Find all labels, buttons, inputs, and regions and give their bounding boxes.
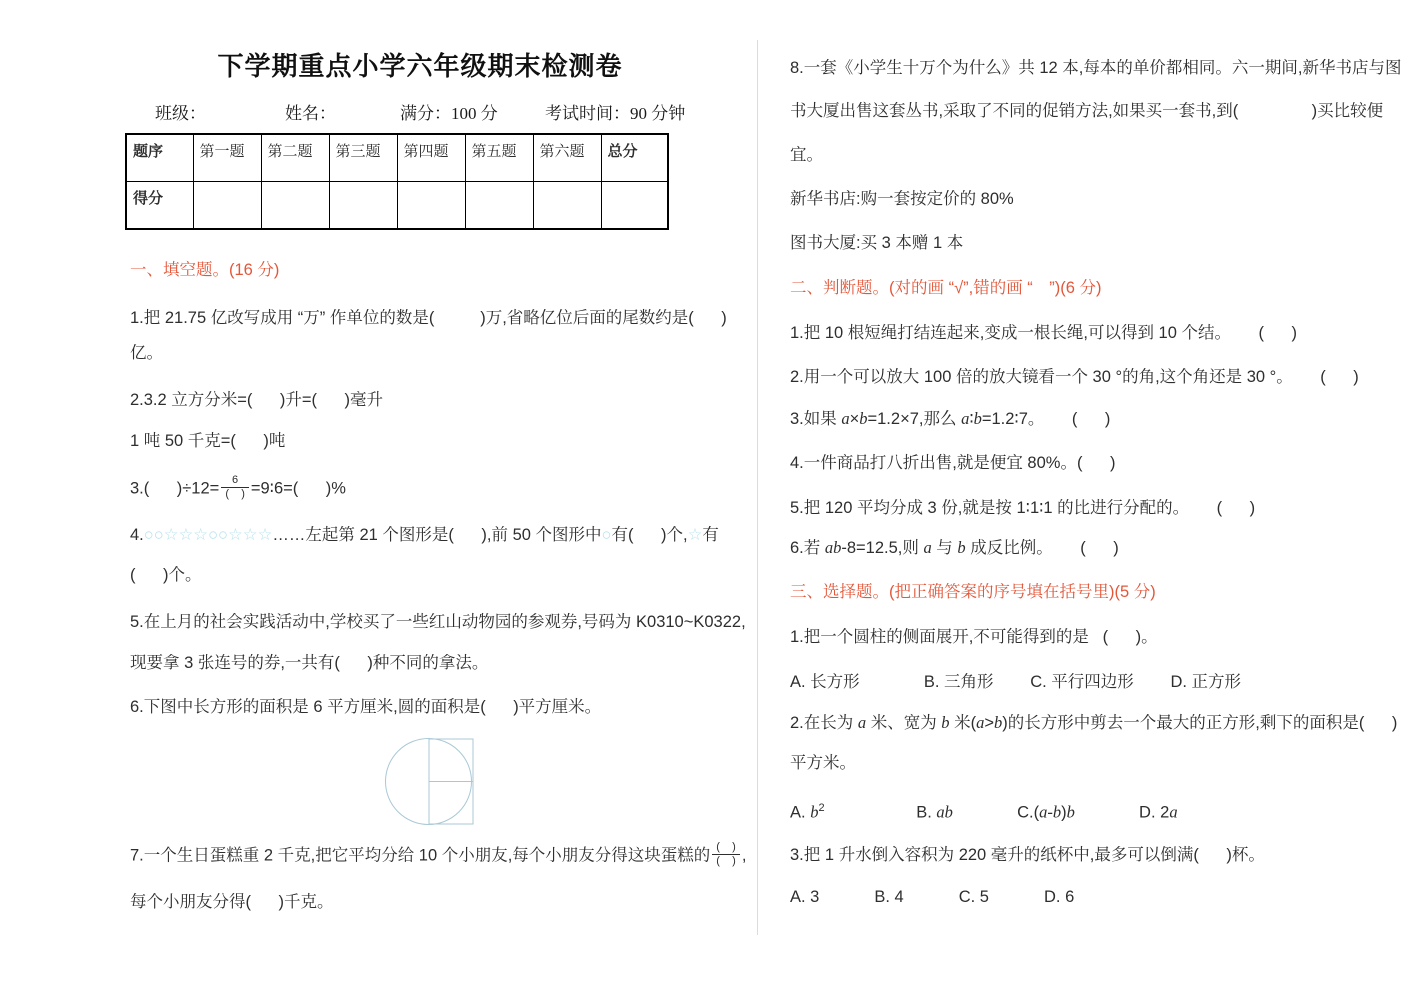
score-table-header-cell: 第一题: [193, 134, 261, 181]
fill-q3-line: [130, 476, 346, 502]
fill-q1-line1: 1.把 21.75 亿改写成用 “万” 作单位的数是( )万,省略亿位后面的尾数约是( ): [130, 309, 727, 327]
fill-q4-line2: ( )个。: [130, 566, 202, 584]
class-label: 班级：: [155, 104, 206, 123]
page-title: 下学期重点小学六年级期末检测卷: [217, 52, 623, 81]
fraction-denominator: ( ): [716, 854, 736, 867]
fill-q8-line1: 8.一套《小学生十万个为什么》共 12 本,每本的单价都相同。六一期间,新华书店与图: [790, 59, 1402, 77]
score-row-label: 得分: [126, 181, 193, 229]
section1-heading: 一、填空题。(16 分): [130, 261, 280, 279]
score-table-header-cell: 第六题: [533, 134, 601, 181]
fill-q7-pre: 7.一个生日蛋糕重 2 千克,把它平均分给 10 个小朋友,每个小朋友分得这块蛋糕的: [130, 846, 711, 865]
choice-q2-options: A. $b^2$ B. ab C.(a-b)b D. 2a: [790, 802, 1178, 822]
fill-q3-post: =9∶6=( )%: [250, 479, 346, 498]
choice-q3-options: A. 3 B. 4 C. 5 D. 6: [790, 888, 1075, 906]
judge-q3: 3.如果 a×b=1.2×7,那么 a∶b=1.2∶7。 ( ): [790, 409, 1111, 428]
section3-heading: 三、选择题。(把正确答案的序号填在括号里)(5 分): [790, 583, 1156, 601]
fraction-numerator: ( ): [712, 841, 740, 855]
right-column: [790, 0, 1400, 982]
fill-q7-line2: 每个小朋友分得( )千克。: [130, 893, 334, 911]
fraction: [221, 474, 249, 500]
fraction-denominator: ( ): [225, 487, 245, 500]
fill-q2-line1: 2.3.2 立方分米=( )升=( )毫升: [130, 391, 384, 409]
score-table-header-cell: 第三题: [329, 134, 397, 181]
judge-q5: 5.把 120 平均分成 3 份,就是按 1∶1∶1 的比进行分配的。 ( ): [790, 499, 1256, 517]
score-table-header-cell: 第二题: [261, 134, 329, 181]
exam-time-label: 考试时间：90 分钟: [545, 104, 686, 123]
judge-q2: 2.用一个可以放大 100 倍的放大镜看一个 30 °的角,这个角还是 30 °。 ( ): [790, 368, 1359, 386]
fill-q3-pre: 3.( )÷12=: [130, 479, 220, 498]
fill-q5-line2: 现要拿 3 张连号的券,一共有( )种不同的拿法。: [130, 654, 489, 672]
choice-q2-line1: 2.在长为 a 米、宽为 b 米(a>b)的长方形中剪去一个最大的正方形,剩下的面积是( ): [790, 713, 1398, 732]
fill-q8-line2: 书大厦出售这套丛书,采取了不同的促销方法,如果买一套书,到( )买比较便: [790, 102, 1384, 120]
left-column: [130, 0, 745, 982]
fill-q8-line5: 图书大厦:买 3 本赠 1 本: [790, 234, 964, 252]
fill-q7-line1: [130, 843, 746, 869]
fill-q6-line: 6.下图中长方形的面积是 6 平方厘米,圆的面积是( )平方厘米。: [130, 698, 602, 716]
fill-q1-line2: 亿。: [130, 344, 163, 362]
score-table-header-cell: 总分: [601, 134, 668, 181]
section2-heading: 二、判断题。(对的画 “√”,错的画 “ ”)(6 分): [790, 279, 1102, 297]
full-score-label: 满分：100 分: [400, 104, 498, 123]
fill-q7-post: ,: [741, 846, 747, 865]
score-table-header-cell: 第四题: [397, 134, 465, 181]
column-divider: [757, 40, 758, 935]
fill-q2-line2: 1 吨 50 千克=( )吨: [130, 432, 286, 450]
choice-q2-line2: 平方米。: [790, 754, 856, 772]
fill-q4-line1: 4.○○☆☆☆○○☆☆☆……左起第 21 个图形是( ),前 50 个图形中○有( )个,☆有: [130, 526, 719, 544]
choice-q3: 3.把 1 升水倒入容积为 220 毫升的纸杯中,最多可以倒满( )杯。: [790, 846, 1265, 864]
judge-q1: 1.把 10 根短绳打结连起来,变成一根长绳,可以得到 10 个结。 ( ): [790, 324, 1297, 342]
judge-q4: 4.一件商品打八折出售,就是便宜 80%。( ): [790, 454, 1116, 472]
circle-rectangle-figure: [380, 733, 480, 833]
judge-q6: 6.若 ab-8=12.5,则 a 与 b 成反比例。 ( ): [790, 538, 1119, 557]
fraction: [712, 841, 740, 867]
choice-q1: 1.把一个圆柱的侧面展开,不可能得到的是 ( )。: [790, 628, 1158, 646]
fill-q5-line1: 5.在上月的社会实践活动中,学校买了一些红山动物园的参观券,号码为 K0310~K0322,: [130, 613, 746, 631]
fill-q8-line3: 宜。: [790, 146, 823, 164]
name-label: 姓名：: [285, 104, 336, 123]
choice-q1-options: A. 长方形 B. 三角形 C. 平行四边形 D. 正方形: [790, 673, 1242, 691]
score-table-header-cell: 题序: [126, 134, 193, 181]
fraction-numerator: 6: [221, 474, 249, 488]
score-table-header-cell: 第五题: [465, 134, 533, 181]
fill-q8-line4: 新华书店:购一套按定价的 80%: [790, 190, 1014, 208]
